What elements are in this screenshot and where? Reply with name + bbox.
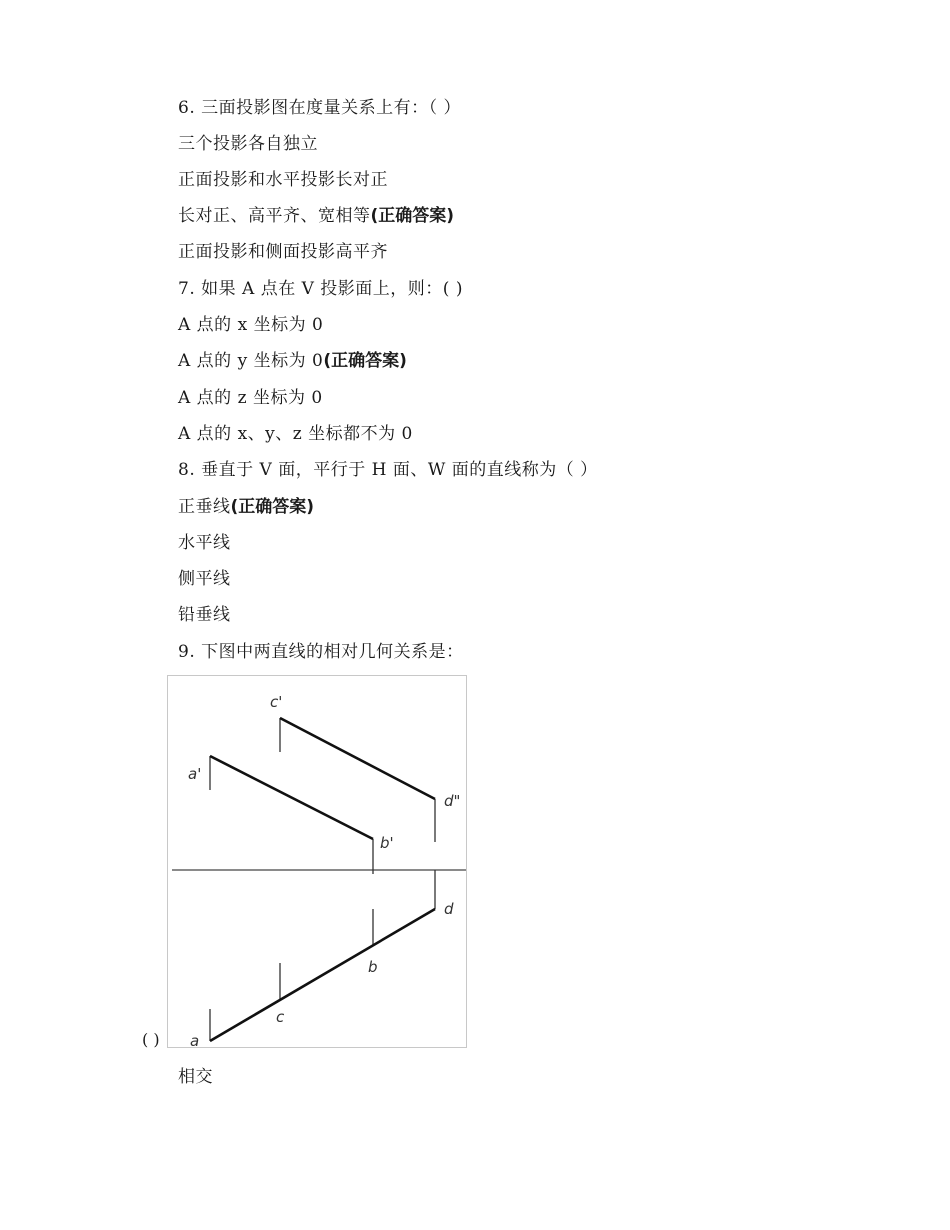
answer-blank: ( ) — [142, 1030, 160, 1049]
option-text: 正面投影和侧面投影高平齐 — [178, 242, 388, 262]
label-b-prime: b' — [380, 834, 394, 852]
q6-option-a[interactable] — [178, 133, 318, 155]
q7-option-c[interactable] — [178, 387, 323, 409]
q7-option-a[interactable] — [178, 314, 323, 336]
option-text: A 点的 x、y、z 坐标都不为 0 — [178, 424, 413, 444]
option-text: A 点的 x 坐标为 0 — [178, 315, 324, 335]
q7-option-d[interactable] — [178, 423, 413, 445]
q6-option-c[interactable] — [178, 205, 454, 227]
line-a-d — [210, 909, 435, 1041]
label-d-prime: d" — [444, 792, 461, 810]
line-a-prime-b-prime — [210, 756, 373, 839]
option-text: 相交 — [178, 1067, 213, 1087]
question-7-stem: 7. 如果 A 点在 V 投影面上，则：( ) — [178, 279, 463, 299]
option-text: 水平线 — [178, 533, 231, 553]
question-8-stem: 8. 垂直于 V 面，平行于 H 面、W 面的直线称为（ ） — [178, 460, 598, 480]
projection-figure — [167, 675, 467, 1048]
line-c-prime-d-prime — [280, 718, 435, 799]
q8-option-d[interactable] — [178, 604, 231, 626]
question-9-stem: 9. 下图中两直线的相对几何关系是： — [178, 642, 464, 662]
option-text: 三个投影各自独立 — [178, 134, 318, 154]
label-a: a — [190, 1032, 200, 1047]
q6-option-b[interactable] — [178, 169, 388, 191]
q6-option-d[interactable] — [178, 241, 388, 263]
label-d: d — [444, 900, 454, 918]
option-text: 长对正、高平齐、宽相等 — [178, 206, 371, 226]
option-text: 正垂线 — [178, 497, 231, 517]
option-text: 铅垂线 — [178, 605, 231, 625]
q7-option-b[interactable] — [178, 350, 407, 372]
q8-option-c[interactable] — [178, 568, 231, 590]
projection-diagram — [168, 676, 466, 1047]
correct-mark: (正确答案) — [370, 206, 455, 226]
label-c: c — [276, 1008, 285, 1026]
option-text: A 点的 y 坐标为 0 — [178, 351, 324, 371]
label-b: b — [368, 958, 378, 976]
option-text: 正面投影和水平投影长对正 — [178, 170, 388, 190]
label-c-prime: c' — [270, 693, 283, 711]
label-a-prime: a' — [188, 765, 202, 783]
q8-option-a[interactable] — [178, 496, 314, 518]
correct-mark: (正确答案) — [323, 351, 407, 371]
question-6-stem: 6. 三面投影图在度量关系上有：（ ） — [178, 98, 462, 118]
q8-option-b[interactable] — [178, 532, 231, 554]
option-text: A 点的 z 坐标为 0 — [178, 388, 323, 408]
correct-mark: (正确答案) — [230, 497, 315, 517]
q9-option-a[interactable] — [178, 1066, 213, 1088]
option-text: 侧平线 — [178, 569, 231, 589]
